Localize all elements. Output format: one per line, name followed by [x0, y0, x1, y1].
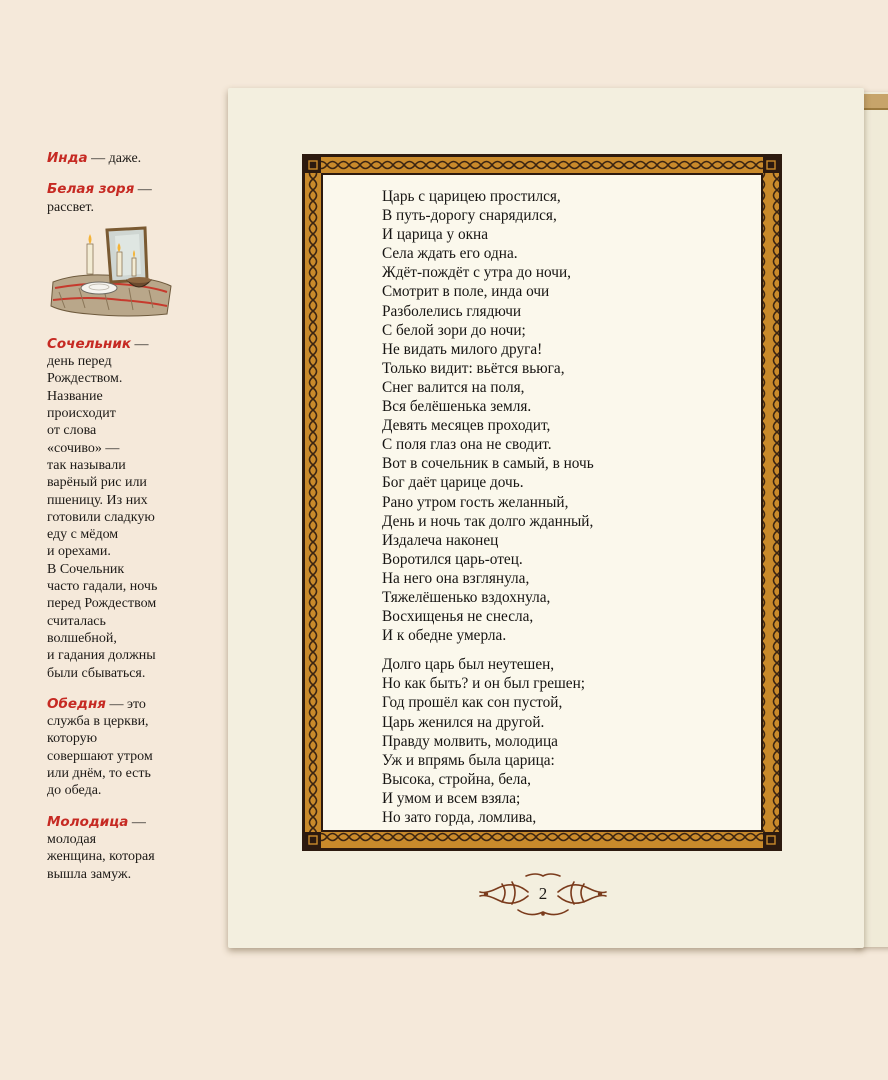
poem-line: Только видит: вьётся вьюга, — [382, 359, 565, 377]
poem-line: Долго царь был неутешен, — [382, 656, 555, 674]
glossary-entry-belaya-zorya — [47, 181, 182, 216]
poem-line: Ждёт-пождёт с утра до ночи, — [382, 264, 571, 282]
poem-line: Смотрит в поле, инда очи — [382, 283, 550, 301]
glossary-definition: — это служба в церкви, которую совершают утром или днём, то есть до обеда. — [47, 696, 153, 799]
poem-line: На него она взглянула, — [382, 569, 530, 587]
glossary-definition: — даже. — [87, 151, 142, 166]
glossary-term: Молодица — [47, 813, 129, 830]
poem-line: Царь женился на другой. — [382, 713, 545, 731]
poem-line: Правду молвить, молодица — [382, 732, 558, 750]
poem-line: Снег валится на поля, — [382, 378, 525, 396]
poem-line: Рано утром гость желанный, — [382, 493, 569, 511]
poem-line: С поля глаз она не сводит. — [382, 436, 552, 454]
glossary-term: Обедня — [47, 695, 106, 712]
poem-line: И умом и всем взяла; — [382, 789, 521, 807]
poem-line: Год прошёл как сон пустой, — [382, 694, 563, 712]
poem-line: Высока, стройна, бела, — [382, 770, 531, 788]
poem-line: Разболелись глядючи — [382, 302, 522, 320]
glossary-entry-molodica — [47, 814, 182, 883]
poem-line: Бог даёт царице дочь. — [382, 474, 524, 492]
poem-line: Издалеча наконец — [382, 531, 499, 549]
poem-line: Восхищенья не снесла, — [382, 608, 534, 626]
poem-line: И царица у окна — [382, 226, 489, 244]
glossary-sidebar — [47, 150, 182, 897]
poem-line: Но как быть? и он был грешен; — [382, 675, 586, 693]
page-number: 2 — [538, 884, 548, 903]
candles-mirror-table-icon — [49, 222, 174, 320]
poem-line: И к обедне умерла. — [382, 627, 507, 645]
glossary-term: Белая зоря — [47, 181, 135, 198]
poem-line: День и ночь так долго жданный, — [382, 512, 594, 530]
glossary-term: Сочельник — [47, 335, 131, 352]
glossary-definition: — молодая женщина, которая вышла замуж. — [47, 814, 155, 882]
poem-line: Девять месяцев проходит, — [382, 417, 551, 435]
poem-line: Вот в сочельник в самый, в ночь — [382, 455, 594, 473]
glossary-term: Инда — [47, 150, 88, 166]
poem-stanza — [382, 187, 762, 645]
poem-line: Не видать милого друга! — [382, 340, 543, 358]
glossary-entry-sochelnik — [47, 336, 182, 682]
poem-stanza — [382, 655, 762, 827]
poem-text — [382, 187, 762, 837]
poem-line: Тяжелёшенько вздохнула, — [382, 588, 551, 606]
poem-line: Царь с царицею простился, — [382, 188, 561, 205]
poem-line: В путь-дорогу снарядился, — [382, 207, 557, 225]
poem-line: Уж и впрямь была царица: — [382, 751, 555, 769]
glossary-entry-inda — [47, 150, 182, 167]
poem-line: Села ждать его одна. — [382, 245, 518, 263]
poem-line: Вся белёшенька земля. — [382, 398, 532, 416]
next-page-frame-corner — [864, 94, 888, 110]
poem-line: С белой зори до ночи; — [382, 321, 526, 339]
glossary-entry-obednya — [47, 696, 182, 800]
glossary-definition: — рассвет. — [47, 182, 152, 215]
poem-line: Но зато горда, ломлива, — [382, 809, 537, 826]
poem-line: Воротился царь-отец. — [382, 550, 523, 568]
glossary-definition: — день перед Рождеством. Название происходит от слова «сочиво» — так называли варёный рис или пшеницу. Из них готовили сладкую еду с мёдом и орехами. В Сочельник часто гадали, ночь перед Рождеством считалась волшебной, и гадания должны были сбываться. — [47, 336, 158, 681]
